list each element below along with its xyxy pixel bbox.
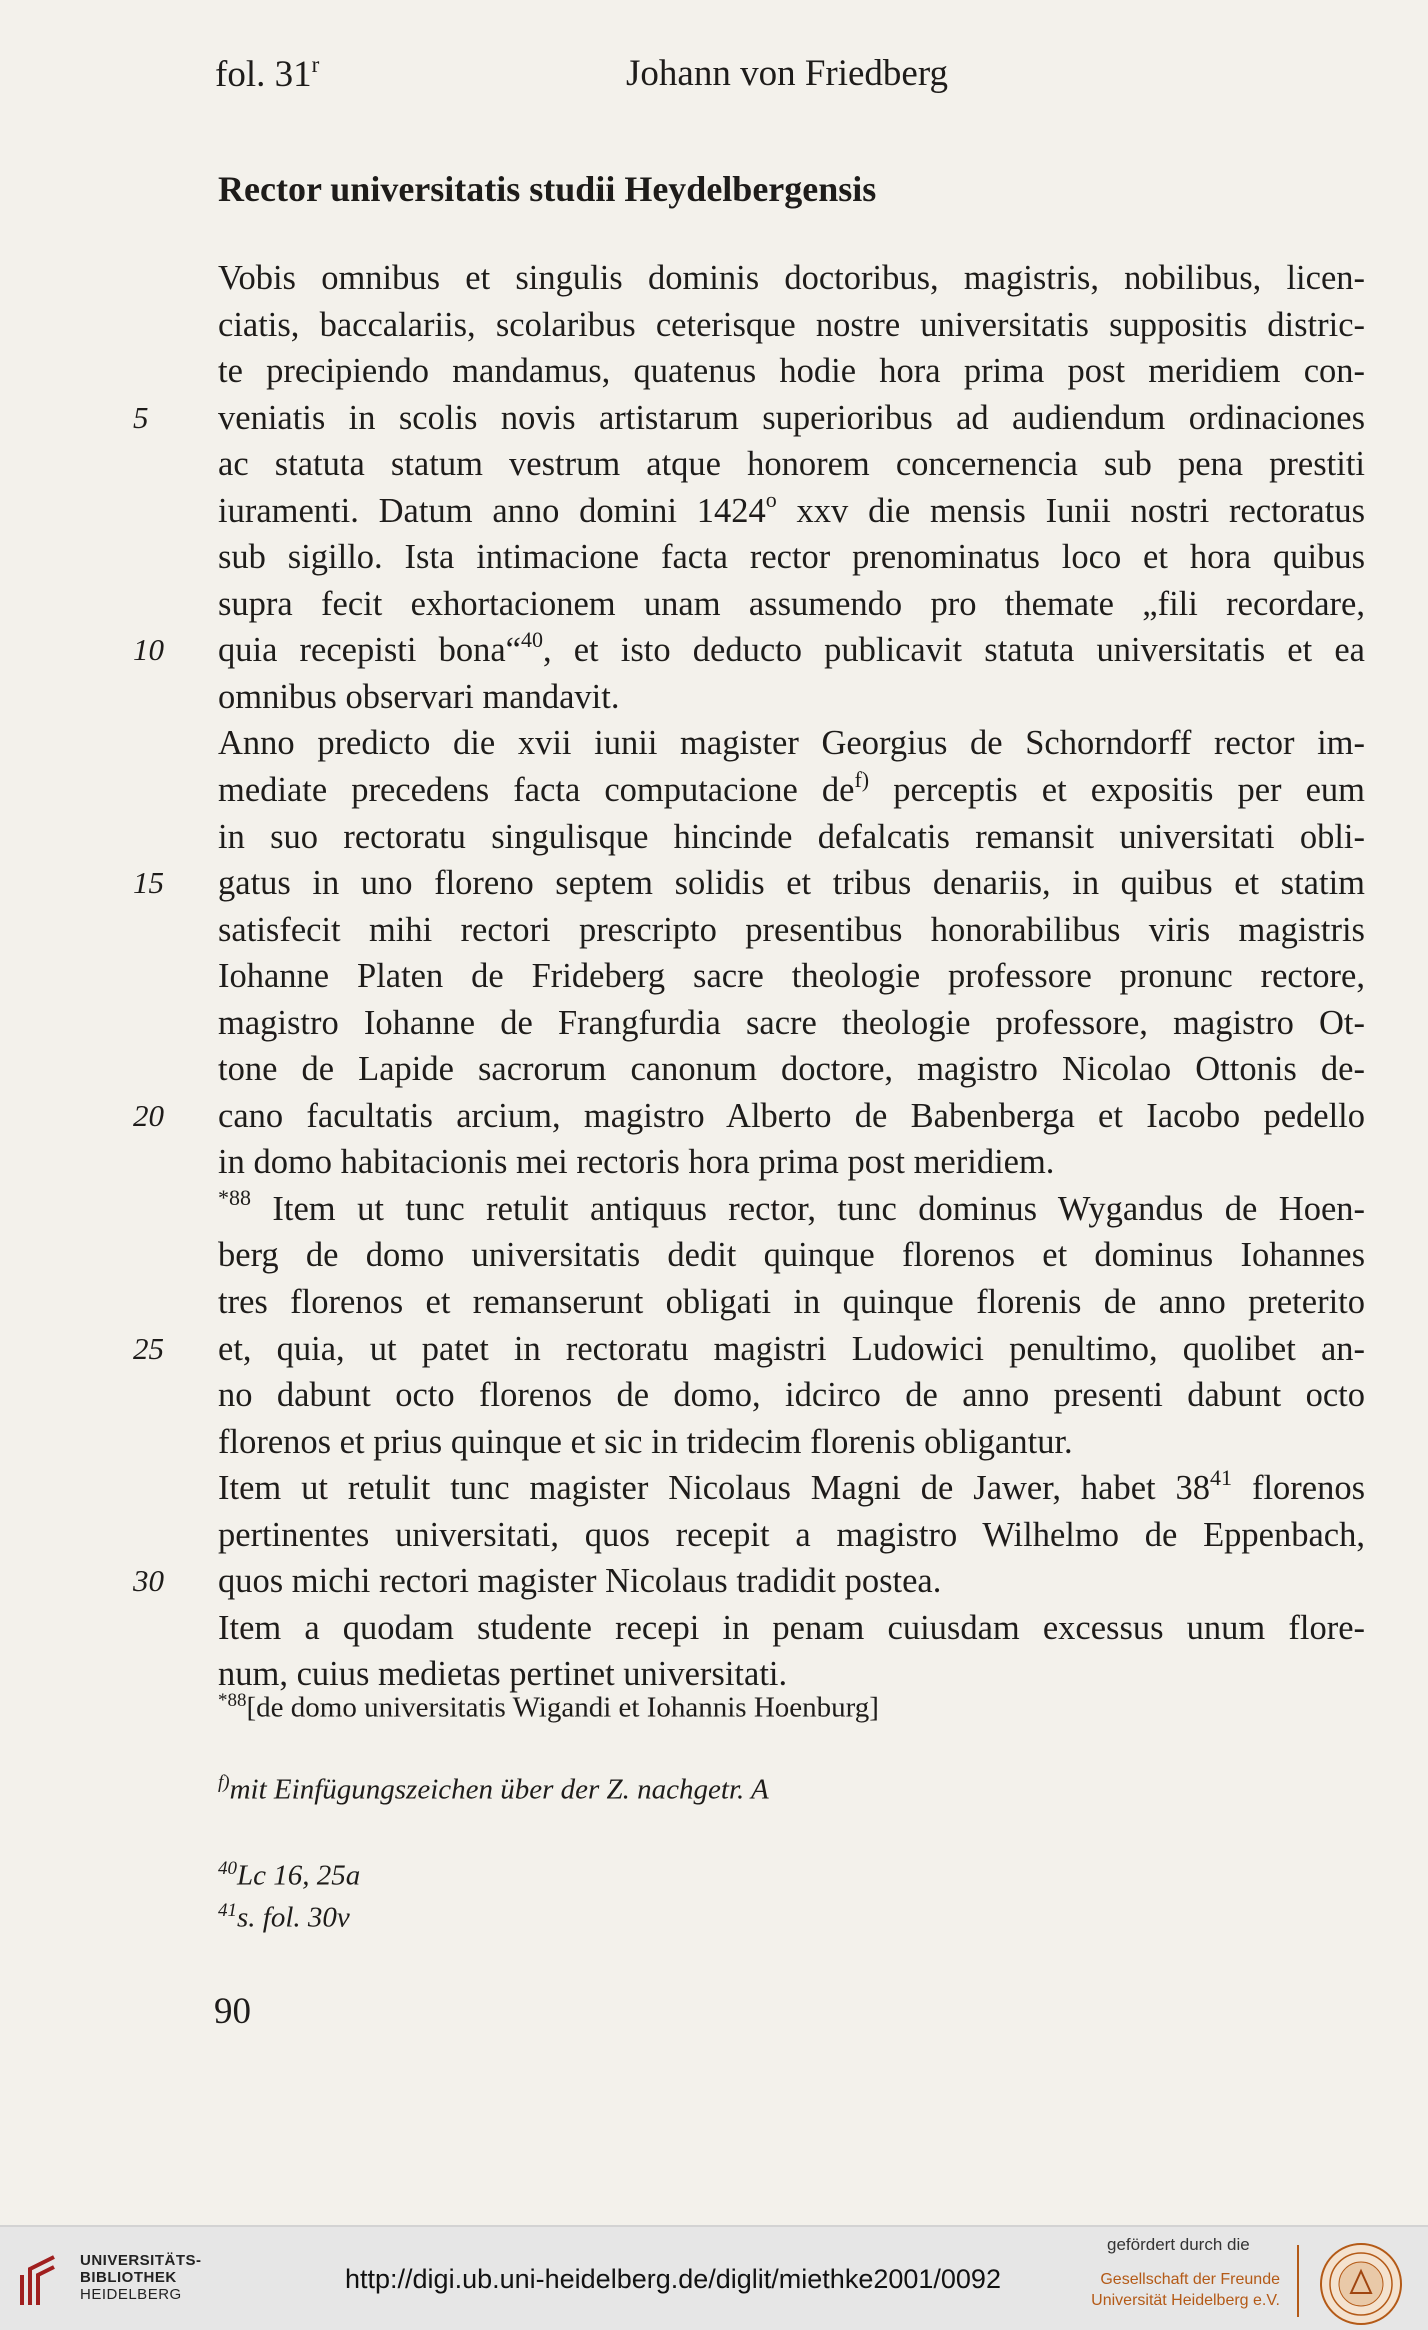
text-line [218, 1512, 1365, 1559]
text-segment: cano facultatis arcium, magistro Alberto de Babenberga et Iacobo pedello [218, 1096, 1365, 1135]
text-line [218, 1232, 1365, 1279]
text-line [133, 1093, 1365, 1140]
text-line [218, 1605, 1365, 1652]
line-number: 25 [133, 1330, 164, 1366]
footnote-41: $^{41}$s. fol. 30v [218, 1900, 350, 1934]
text-line [133, 395, 1365, 442]
line-number: 15 [133, 865, 164, 901]
footnote-marker: 41 [1210, 1464, 1233, 1490]
text-segment: et, quia, ut patet in rectoratu magistri Ludowici penultimo, quolibet an- [218, 1329, 1365, 1368]
text-segment: Iohanne Platen de Frideberg sacre theologie professore pronunc rectore, [218, 957, 1365, 996]
text-line [218, 1419, 1365, 1466]
text-line [218, 302, 1365, 349]
footnote-marker: 40 [520, 626, 543, 652]
text-segment: num, cuius medietas pertinet universitati. [218, 1655, 788, 1694]
running-head-author: Johann von Friedberg [626, 53, 948, 94]
text-segment: in suo rectoratu singulisque hincinde defalcatis remansit universitati obli- [218, 817, 1365, 856]
text-segment: Item a quodam studente recepi in penam cuiusdam excessus unum flore- [218, 1608, 1365, 1647]
line-number: 10 [133, 632, 164, 668]
text-segment: veniatis in scolis novis artistarum superioribus ad audiendum ordinaciones [218, 398, 1365, 437]
text-segment: supra fecit exhortacionem unam assumendo pro themate „fili recordare, [218, 584, 1365, 623]
folio-label: fol. 31$^r$ [215, 52, 320, 95]
text-line [218, 534, 1365, 581]
text-line [218, 953, 1365, 1000]
text-line [133, 626, 1365, 674]
text-segment: omnibus observari mandavit. [218, 677, 620, 716]
text-segment: in domo habitacionis mei rectoris hora prima post meridiem. [218, 1143, 1055, 1182]
text-line [218, 488, 1365, 535]
text-line [218, 441, 1365, 488]
text-line [218, 1046, 1365, 1093]
running-head [0, 52, 1428, 102]
text-line [218, 814, 1365, 861]
text-segment: Item ut tunc retulit antiquus rector, tunc dominus Wygandus de Hoen- [251, 1189, 1365, 1228]
text-segment: tone de Lapide sacrorum canonum doctore, magistro Nicolao Ottonis de- [218, 1050, 1365, 1089]
section-heading: Rector universitatis studii Heydelbergensis [218, 169, 877, 209]
text-segment: berg de domo universitatis dedit quinque florenos et dominus Iohannes [218, 1236, 1365, 1275]
library-name: UNIVERSITÄTS- BIBLIOTHEK HEIDELBERG [80, 2252, 202, 2303]
text-segment: perceptis et expositis per eum [869, 771, 1365, 810]
text-segment: Vobis omnibus et singulis dominis doctoribus, magistris, nobilibus, licen- [218, 259, 1365, 297]
text-segment: quia recepisti bona“ [218, 631, 521, 670]
text-line [218, 348, 1365, 395]
text-line [133, 1326, 1365, 1373]
text-segment: quos michi rectori magister Nicolaus tradidit postea. [218, 1562, 942, 1601]
text-line [218, 767, 1365, 814]
text-segment: xxv die mensis Iunii nostri rectoratus [776, 491, 1365, 530]
footnote-marker: f) [854, 766, 870, 792]
digital-object-link[interactable]: http://digi.ub.uni-heidelberg.de/diglit/miethke2001/0092 [345, 2264, 1001, 2294]
page-number: 90 [214, 1991, 251, 2032]
text-segment: tres florenos et remanserunt obligati in quinque florenis de anno preterito [218, 1283, 1365, 1322]
text-segment: magistro Iohanne de Frangfurdia sacre theologie professore, magistro Ot- [218, 1003, 1365, 1042]
text-line [218, 1186, 1365, 1233]
text-segment: te precipiendo mandamus, quatenus hodie hora prima post meridiem con- [218, 352, 1365, 391]
text-line [218, 1372, 1365, 1419]
text-line [218, 1279, 1365, 1326]
text-segment: sub sigillo. Ista intimacione facta rector prenominatus loco et hora quibus [218, 538, 1365, 577]
funded-by-label: gefördert durch die [1107, 2235, 1250, 2254]
text-segment: gatus in uno floreno septem solidis et tribus denariis, in quibus et statim [218, 864, 1365, 903]
line-number: 30 [133, 1563, 164, 1599]
footnote-88: $^{*88}$[de domo universitatis Wigandi et Iohannis Hoenburg] [218, 1690, 879, 1724]
footnote-40: $^{40}$Lc 16, 25a [218, 1858, 361, 1892]
text-segment: satisfecit mihi rectori prescripto presentibus honorabilibus viris magistris [218, 910, 1365, 949]
text-line [218, 720, 1365, 767]
body-text [133, 255, 1366, 1698]
text-segment: , et isto deducto publicavit statuta universitatis et ea [542, 631, 1365, 670]
text-line [218, 1139, 1365, 1186]
line-number: 20 [133, 1097, 164, 1133]
text-line [218, 674, 1365, 721]
text-segment: florenos [1232, 1469, 1366, 1508]
university-seal-icon [1318, 2241, 1404, 2327]
footer-divider [1297, 2245, 1299, 2317]
text-line [218, 255, 1365, 302]
text-segment: Anno predicto die xvii iunii magister Georgius de Schorndorff rector im- [218, 724, 1365, 763]
text-segment: ciatis, baccalariis, scolaribus ceterisque nostre universitatis suppositis distric- [218, 305, 1365, 344]
society-name: Gesellschaft der Freunde Universität Heidelberg e.V. [1091, 2271, 1280, 2309]
library-logo-icon [14, 2249, 62, 2309]
text-line [133, 860, 1365, 907]
text-segment: Item ut retulit tunc magister Nicolaus Magni de Jawer, habet 38 [218, 1469, 1211, 1508]
footnote-f: $^{f)}$mit Einfügungszeichen über der Z. nachgetr. A [218, 1772, 769, 1806]
text-line [218, 1000, 1365, 1047]
text-line [218, 581, 1365, 628]
digitization-footer [0, 2225, 1428, 2330]
text-segment: mediate precedens facta computacione de [218, 771, 855, 810]
footnote-marker: *88 [218, 1185, 251, 1211]
text-segment: ac statuta statum vestrum atque honorem concernencia sub pena prestiti [218, 445, 1365, 484]
line-number: 5 [133, 399, 149, 435]
text-segment: iuramenti. Datum anno domini 1424 [218, 491, 766, 530]
text-line [133, 1558, 1365, 1605]
text-segment: florenos et prius quinque et sic in tridecim florenis obligantur. [218, 1422, 1073, 1461]
text-segment: pertinentes universitati, quos recepit a magistro Wilhelmo de Eppenbach, [218, 1515, 1365, 1554]
text-segment: no dabunt octo florenos de domo, idcirco de anno presenti dabunt octo [218, 1376, 1365, 1415]
footnote-marker: o [765, 487, 777, 513]
text-line [218, 1465, 1365, 1512]
text-line [218, 907, 1365, 954]
